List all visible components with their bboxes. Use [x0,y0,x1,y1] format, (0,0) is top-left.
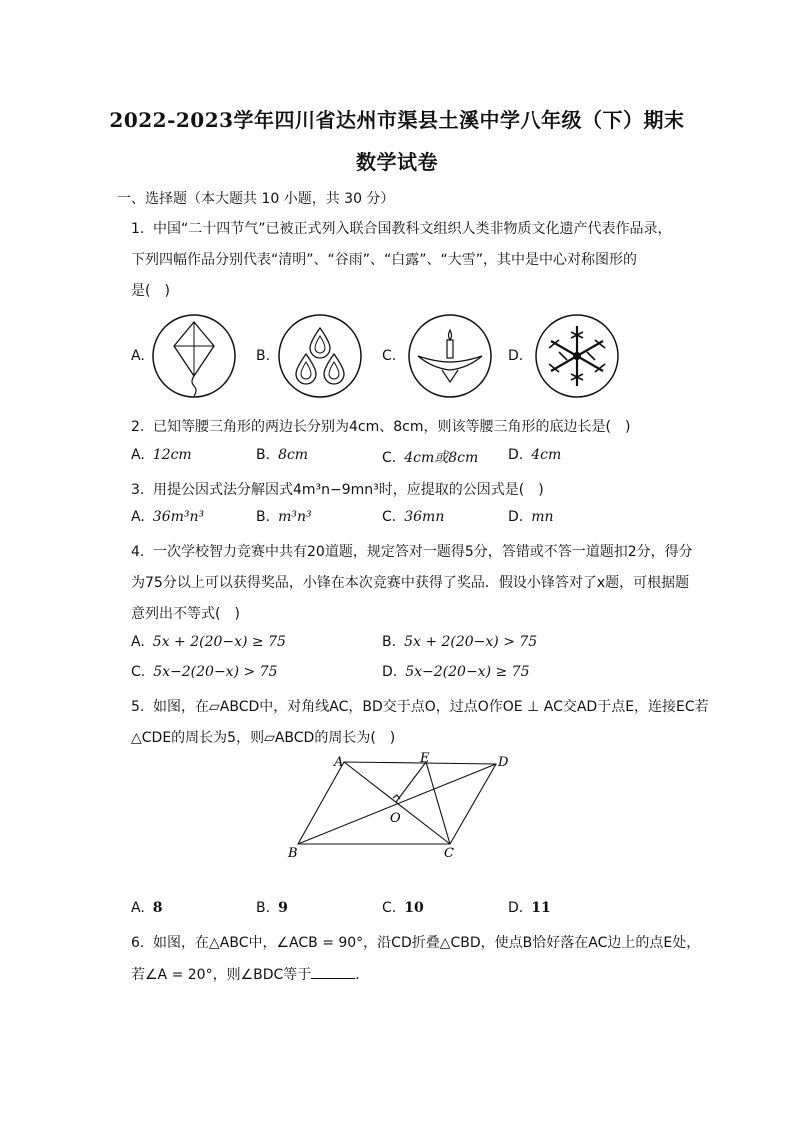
q2-option-a[interactable] [131,447,192,463]
snowflake-icon [533,312,621,400]
q4-line1 [131,541,693,561]
q3-option-d-label: D. [508,509,524,525]
parallelogram-figure [280,752,520,862]
q5-option-c[interactable] [382,900,424,916]
q3-option-c[interactable] [382,509,444,525]
exam-title-line1: 2022-2023学年四川省达州市渠县土溪中学八年级（下）期末 [109,108,685,132]
kite-icon [150,312,238,400]
q4-text-3: 意列出不等式( ) [131,606,240,622]
q2-line1 [131,416,630,436]
q3-option-c-text: 36mn [404,509,445,525]
q5-option-d-label: D. [508,900,524,916]
q5-option-a[interactable] [131,900,163,916]
q4-option-a-label: A. [131,634,145,650]
q3-option-c-label: C. [382,509,397,525]
q6-text-1: 如图，在△ABC中，∠ACB = 90°，沿CD折叠△CBD，使点B恰好落在AC边上的点E处， [153,935,701,951]
q5-option-d-text: 11 [531,900,551,916]
q3-line1 [131,479,544,499]
q4-option-b-text: 5x + 2(20−x) > 75 [404,634,538,650]
q6-answer-blank[interactable] [311,966,355,979]
dew-lamp-icon [406,312,494,400]
q3-option-b[interactable] [256,509,312,525]
q3-option-d[interactable] [508,509,554,525]
q1-number: 1. [131,221,145,237]
point-o-label: O [390,811,401,826]
q4-option-b-label: B. [382,634,397,650]
q4-option-c-label: C. [131,664,146,680]
water-drops-icon [276,312,364,400]
q2-option-c-label: C. [382,450,397,466]
q4-text-2: 为75分以上可以获得奖品，小锋在本次竞赛中获得了奖品．假设小锋答对了x题，可根据题 [131,575,690,591]
q2-option-d-text: 4cm [531,447,562,463]
q4-option-c-text: 5x−2(20−x) > 75 [153,664,278,680]
q2-option-a-text: 12cm [152,447,192,463]
q4-option-b[interactable] [382,634,537,650]
point-d-label: D [498,755,509,770]
q5-option-b-label: B. [256,900,271,916]
q4-text-1: 一次学校智力竞赛中共有20道题，规定答对一题得5分，答错或不答一道题扣2分，得分 [153,544,693,560]
section-heading: 一、选择题（本大题共 10 小题，共 30 分） [117,191,395,207]
q2-text-1: 已知等腰三角形的两边长分别为4cm、8cm，则该等腰三角形的底边长是( ) [153,419,631,435]
q4-number: 4. [131,544,145,560]
q2-option-d[interactable] [508,447,561,463]
q2-option-b[interactable] [256,447,308,463]
q5-option-b-text: 9 [278,900,288,916]
q5-option-d[interactable] [508,900,551,916]
point-a-label: A [334,755,344,770]
q5-option-b[interactable] [256,900,288,916]
q2-option-b-text: 8cm [278,447,309,463]
q1-option-c-label[interactable]: C. [382,348,397,364]
point-e-label: E [420,752,430,766]
q5-line1 [131,696,709,716]
q3-option-a[interactable] [131,509,204,525]
q3-option-b-label: B. [256,509,271,525]
q1-text-2: 下列四幅作品分别代表“清明”、“谷雨”、“白露”、“大雪”，其中是中心对称图形的 [131,252,638,268]
q6-text-end: ． [355,967,370,983]
q3-option-d-text: mn [531,509,554,525]
q2-option-b-label: B. [256,447,271,463]
q3-number: 3. [131,482,145,498]
q5-option-c-text: 10 [404,900,424,916]
q6-number: 6. [131,935,145,951]
q2-option-c-text: 4cm或8cm [404,450,479,466]
q3-text-1: 用提公因式法分解因式4m³n−9mn³时，应提取的公因式是( ) [153,482,544,498]
q1-option-b-label[interactable]: B. [256,348,271,364]
q3-option-b-text: m³n³ [278,509,312,525]
q4-option-a[interactable] [131,634,286,650]
q5-number: 5. [131,699,145,715]
point-c-label: C [444,846,454,861]
q3-option-a-text: 36m³n³ [152,509,205,525]
q5-text-2: △CDE的周长为5，则▱ABCD的周长为( ) [131,730,396,746]
q4-option-c[interactable] [131,664,277,680]
q2-option-c[interactable] [382,447,478,467]
q4-option-d-text: 5x−2(20−x) ≥ 75 [405,664,530,680]
q6-line1 [131,932,700,952]
q5-option-a-label: A. [131,900,145,916]
q4-option-d[interactable] [382,664,529,680]
q6-text-2: 若∠A = 20°，则∠BDC等于 [131,967,312,983]
q5-option-c-label: C. [382,900,397,916]
q2-option-a-label: A. [131,447,145,463]
q1-option-a-label[interactable]: A. [131,348,145,364]
q4-option-a-text: 5x + 2(20−x) ≥ 75 [152,634,286,650]
q4-option-d-label: D. [382,664,398,680]
q1-option-d-label[interactable]: D. [508,348,524,364]
q1-line1 [131,218,672,238]
q3-option-a-label: A. [131,509,145,525]
point-b-label: B [288,846,298,861]
q5-text-1: 如图，在▱ABCD中，对角线AC，BD交于点O，过点O作OE ⊥ AC交AD于点E，连接EC若 [153,699,709,715]
exam-title-line2: 数学试卷 [356,150,438,174]
q1-text-3: 是( ) [131,283,170,299]
q2-option-d-label: D. [508,447,524,463]
q1-text-1: 中国“二十四节气”已被正式列入联合国教科文组织人类非物质文化遗产代表作品录， [153,221,672,237]
q2-number: 2. [131,419,145,435]
q5-option-a-text: 8 [152,900,163,916]
q6-line2 [131,964,369,984]
